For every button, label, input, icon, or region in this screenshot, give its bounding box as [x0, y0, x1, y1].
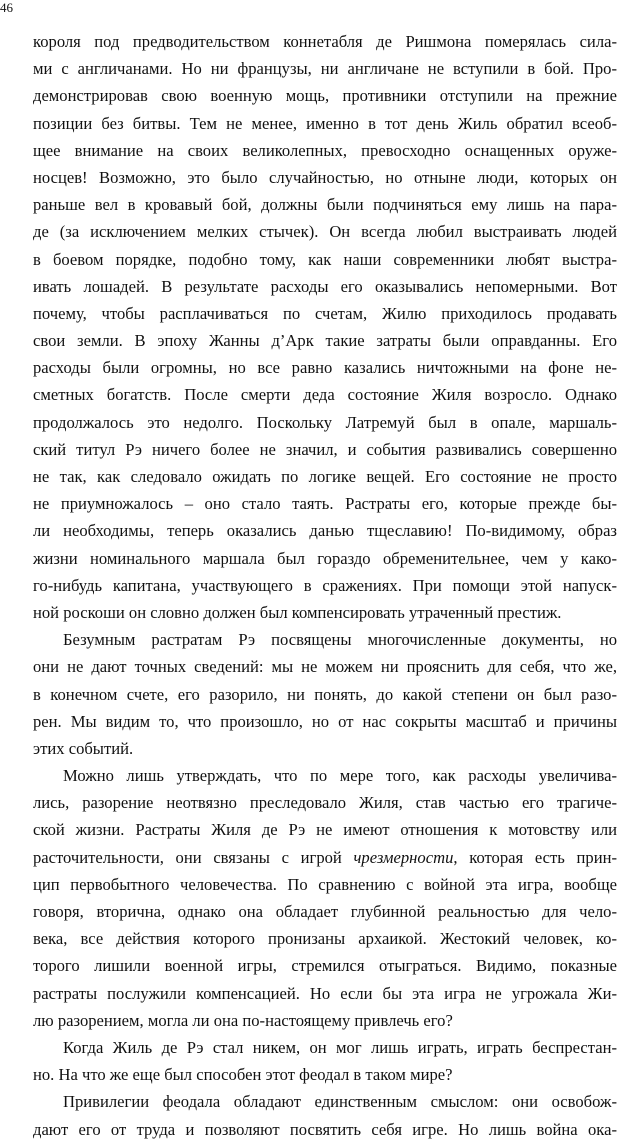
- text-line: они не дают точных сведений: мы не можем ни прояснить для себя, что же,: [33, 657, 617, 677]
- text-line: Привилегии феодала обладают единственным смыслом: они освобож-: [63, 1092, 617, 1112]
- page-number: 46: [0, 0, 13, 15]
- text-line: жизни номинального маршала был гораздо обременительнее, чем у како-: [33, 548, 617, 568]
- text-line: ской жизни. Растраты Жиля де Рэ не имеют отношения к мотовству или: [33, 820, 617, 840]
- text-line: свои земли. В эпоху Жанны д’Арк такие затраты были оправданны. Его: [33, 331, 617, 351]
- text-line: щее внимание на своих великолепных, превосходно оснащенных оруже-: [33, 140, 617, 160]
- text-line: в конечном счете, его разорило, ни понять, до какой степени он был разо-: [33, 684, 617, 704]
- text-line: раньше вел в кровавый бой, должны были подчиняться ему лишь на пара-: [33, 195, 617, 215]
- text-line: цип первобытного человечества. По сравнению с войной эта игра, вообще: [33, 874, 617, 894]
- emphasis: чрезмерности: [353, 847, 454, 867]
- text-line: Когда Жиль де Рэ стал никем, он мог лишь играть, играть беспрестан-: [63, 1037, 617, 1057]
- text-line: дают его от труда и позволяют посвятить себя игре. Но лишь война ока-: [33, 1119, 617, 1139]
- text-line: почему, чтобы расплачиваться по счетам, Жилю приходилось продавать: [33, 303, 617, 323]
- text-line: короля под предводительством коннетабля де Ришмона померялась сила-: [33, 32, 617, 51]
- text-line: ной роскоши он словно должен был компенсировать утраченный престиж.: [33, 602, 562, 622]
- text-line: го-нибудь капитана, участвующего в сражениях. При помощи этой напуск-: [33, 575, 617, 595]
- text-line: де (за исключением мелких стычек). Он всегда любил выстраивать людей: [33, 222, 617, 242]
- text-line: растраты послужили компенсацией. Но если бы эта игра не угрожала Жи-: [33, 983, 617, 1003]
- text-line: не приумножалось – оно стало таять. Растраты его, которые прежде бы-: [33, 494, 617, 514]
- text-line: торого лишили военной игры, стремился отыграться. Видимо, показные: [33, 956, 617, 976]
- text-line: продолжалось это недолго. Поскольку Латремуй был в опале, маршаль-: [33, 412, 617, 432]
- text-line: ский титул Рэ ничего более не значил, и события развивались совершенно: [33, 439, 617, 459]
- text-line: позиции без битвы. Тем не менее, именно в тот день Жиль обратил всеоб-: [33, 113, 617, 133]
- text-line: расходы были огромны, но все равно казались ничтожными на фоне не-: [33, 358, 617, 378]
- text-line: но. На что же еще был способен этот феодал в таком мире?: [33, 1065, 453, 1085]
- text-line: носцев! Возможно, это было случайностью, но отныне люди, которых он: [33, 167, 617, 187]
- text-line: ли необходимы, теперь оказались данью тщеславию! По-видимому, образ: [33, 521, 617, 541]
- text-line: Безумным растратам Рэ посвящены многочисленные документы, но: [63, 630, 617, 650]
- text-line: ивать лошадей. В результате расходы его оказывались непомерными. Вот: [33, 276, 617, 296]
- text-line: сметных богатств. После смерти деда состояние Жиля возросло. Однако: [33, 385, 617, 405]
- text-line: века, все действия которого пронизаны архаикой. Жестокий человек, ко-: [33, 929, 617, 949]
- text-line: этих событий.: [33, 738, 134, 758]
- paragraph: [33, 1088, 617, 1142]
- paragraph: [33, 762, 617, 1034]
- paragraph: [33, 28, 617, 626]
- paragraph: [33, 626, 617, 762]
- text-line: расточительности, они связаны с игрой чрезмерности, которая есть прин-: [33, 847, 617, 867]
- text-line: рен. Мы видим то, что произошло, но от нас сокрыты масштаб и причины: [33, 711, 617, 731]
- text-line: ми с англичанами. Но ни французы, ни англичане не вступили в бой. Про-: [33, 59, 617, 79]
- text-line: демонстрировав свою военную мощь, противники отступили на прежние: [33, 86, 617, 106]
- page-body: [33, 28, 617, 1143]
- paragraph: [33, 1034, 617, 1088]
- text-line: Можно лишь утверждать, что по мере того, как расходы увеличива-: [63, 766, 617, 786]
- text-line: в боевом порядке, подобно тому, как наши современники любят выстра-: [33, 249, 617, 269]
- text-line: лю разорением, могла ли она по-настоящему привлечь его?: [33, 1010, 453, 1030]
- text-line: лись, разорение неотвязно преследовало Жиля, став частью его трагиче-: [33, 793, 617, 813]
- text-line: не так, как следовало ожидать по логике вещей. Его состояние не просто: [33, 467, 617, 486]
- text-line: говоря, вторична, однако она обладает глубинной реальностью для чело-: [33, 902, 617, 921]
